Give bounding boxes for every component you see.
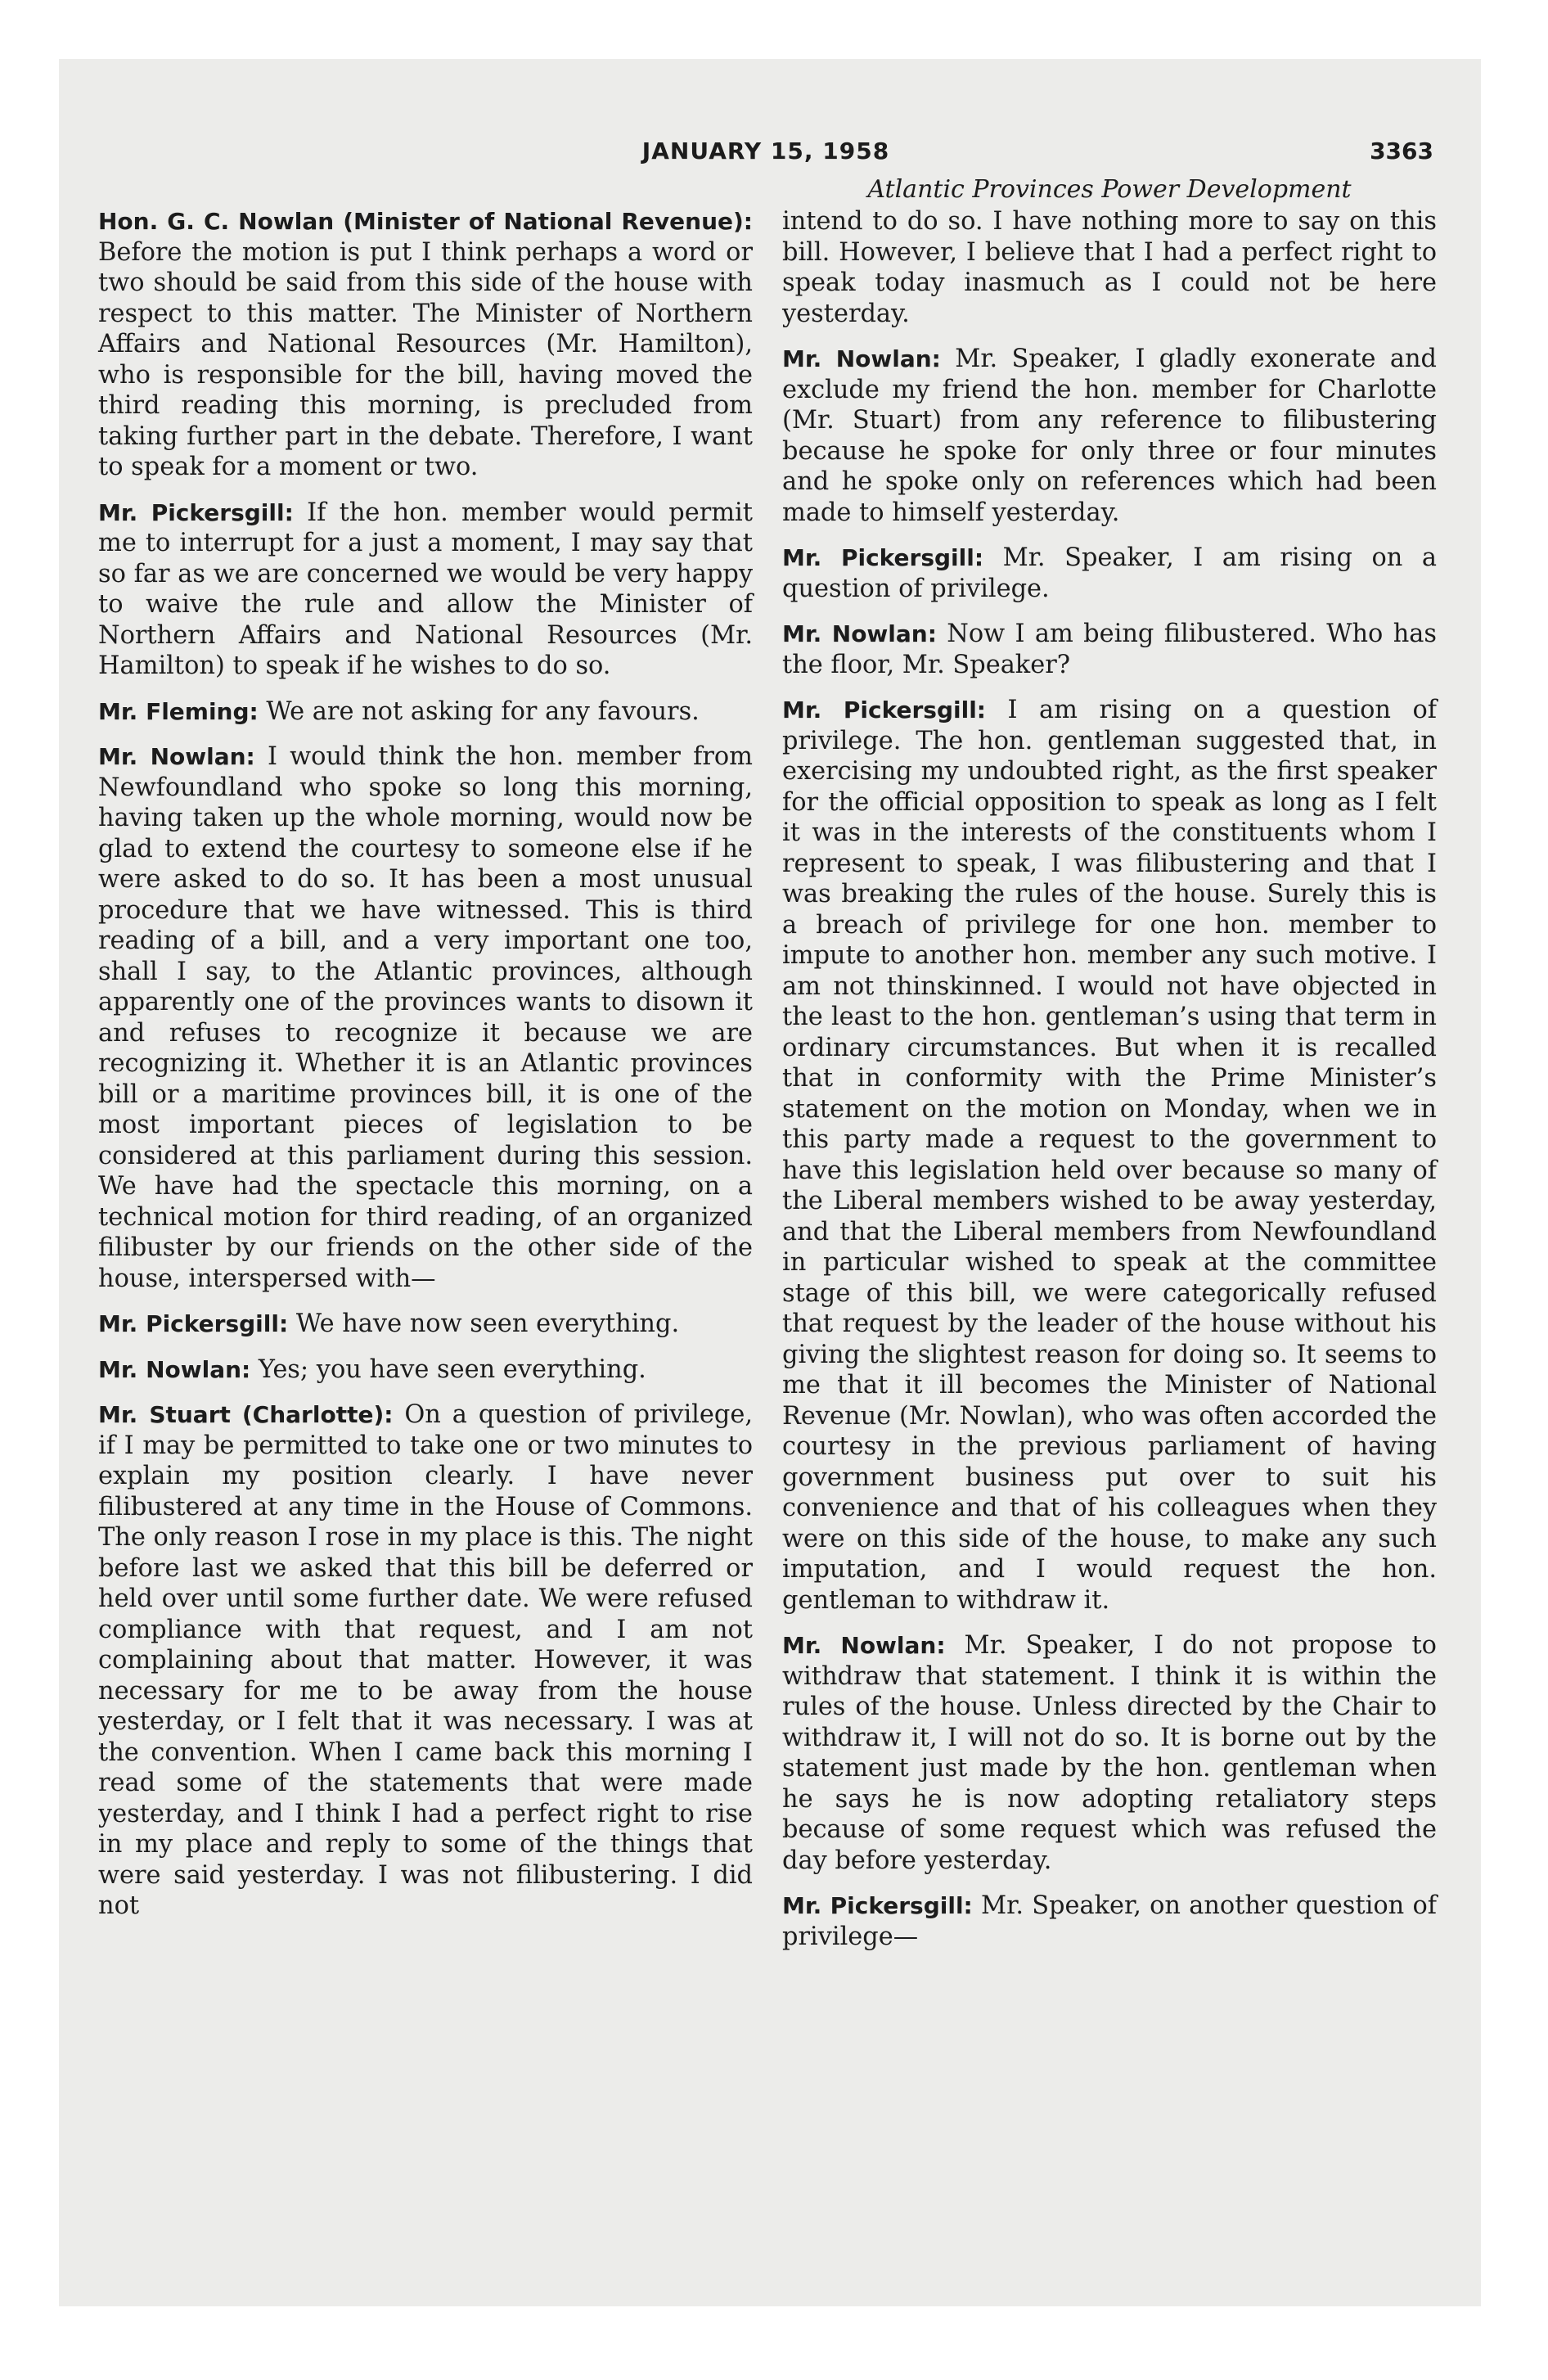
- header-date: JANUARY 15, 1958: [641, 137, 890, 165]
- paragraph: [782, 619, 1437, 680]
- speaker-name: Mr. Pickersgill:: [782, 696, 986, 723]
- speech-text: Mr. Speaker, I am rising on a question of privilege.: [782, 543, 1438, 603]
- speech-text: I am rising on a question of privilege. The hon. gentleman suggested that, in exercising my undoubted right, as the first speaker for the official opposition to speak as long as I felt it was in the interests of the constituents whom I represent to speak, I was filibustering and that I was breaking the rules of the house. Surely this is a breach of privilege for one hon. member to impute to another hon. member any such motive. I am not thinskinned. I would not have objected in the least to the hon. gentleman’s using that term in ordinary circumstances. But when it is recalled that in conformity with the Prime Minister’s statement on the motion on Monday, when we in this party made a request to the government to have this legislation held over because so many of the Liberal members wished to be away yesterday, and that the Liberal members from Newfoundland in particular wished to speak at the committee stage of this bill, we were categorically refused that request by the leader of the house without his giving the slightest reason for doing so. It seems to me that it ill becomes the Minister of National Revenue (Mr. Nowlan), who was often accorded the courtesy in the previous parliament of having government business put over to suit his convenience and that of his colleagues when they were on this side of the house, to make any such imputation, and I would request the hon. gentleman to withdraw it.: [782, 696, 1438, 1615]
- speaker-name: Mr. Nowlan:: [782, 620, 937, 647]
- speech-text: Before the motion is put I think perhaps a word or two should be said from this side of the house with respect to this matter. The Minister of Northern Affairs and National Resources (Mr. Hamilton), who is responsible for the bill, having moved the third reading this morning, is precluded from taking further part in the debate. Therefore, I want to speak for a moment or two.: [98, 237, 753, 481]
- page-number: 3363: [1370, 137, 1433, 165]
- speaker-name: Mr. Nowlan:: [98, 743, 255, 770]
- speaker-name: Mr. Pickersgill:: [782, 544, 984, 571]
- paragraph: [98, 696, 753, 728]
- paragraph: [98, 741, 753, 1294]
- paragraph: [98, 1309, 753, 1340]
- speaker-name: Mr. Pickersgill:: [782, 1892, 973, 1919]
- speaker-name: Mr. Pickersgill:: [98, 1310, 289, 1337]
- left-column: [98, 206, 753, 1936]
- speaker-name: Mr. Nowlan:: [98, 1355, 251, 1383]
- paragraph: [782, 1891, 1437, 1952]
- speech-text: We are not asking for any favours.: [266, 696, 700, 726]
- paragraph: [782, 344, 1437, 528]
- speech-text: Yes; you have seen everything.: [258, 1355, 646, 1384]
- speaker-name: Mr. Nowlan:: [782, 1632, 946, 1659]
- paragraph: [782, 695, 1437, 1616]
- paragraph: [98, 206, 753, 483]
- page-header: [98, 137, 1433, 174]
- speaker-name: Hon. G. C. Nowlan (Minister of National Revenue):: [98, 208, 753, 235]
- speech-text: Mr. Speaker, I gladly exonerate and exclude my friend the hon. member for Charlotte (Mr. Stuart) from any reference to filibustering because he spoke for only three or four minutes and he spoke only on references which had been made to himself yesterday.: [782, 345, 1437, 527]
- speaker-name: Mr. Nowlan:: [782, 345, 941, 372]
- paragraph: [98, 1400, 753, 1922]
- speech-text: Mr. Speaker, on another question of privilege—: [782, 1891, 1437, 1951]
- speaker-name: Mr. Fleming:: [98, 697, 259, 725]
- speech-text: We have now seen everything.: [295, 1309, 680, 1338]
- speech-text: On a question of privilege, if I may be permitted to take one or two minutes to explain my position clearly. I have never filibustered at any time in the House of Commons. The only reason I rose in my place is this. The night before last we asked that this bill be deferred or held over until some further date. We were refused compliance with that request, and I am not complaining about that matter. However, it was necessary for me to be away from the house yesterday, or I felt that it was necessary. I was at the convention. When I came back this morning I read some of the statements that were made yesterday, and I think I had a perfect right to rise in my place and reply to some of the things that were said yesterday. I was not filibustering. I did not: [98, 1400, 753, 1920]
- speech-text: If the hon. member would permit me to interrupt for a just a moment, I may say that so far as we are concerned we would be very happy to waive the rule and allow the Minister of Northern Affairs and National Resources (Mr. Hamilton) to speak if he wishes to do so.: [98, 498, 753, 680]
- speaker-name: Mr. Pickersgill:: [98, 498, 294, 526]
- running-head: Atlantic Provinces Power Development: [867, 175, 1352, 204]
- speech-text: intend to do so. I have nothing more to say on this bill. However, I believe that I had a perfect right to speak today inasmuch as I could not be here yesterday.: [782, 207, 1437, 328]
- speech-text: I would think the hon. member from Newfoundland who spoke so long this morning, having taken up the whole morning, would now be glad to extend the courtesy to someone else if he were asked to do so. It has been a most unusual procedure that we have witnessed. This is third reading of a bill, and a very important one too, shall I say, to the Atlantic provinces, although apparently one of the provinces wants to disown it and refuses to recognize it because we are recognizing it. Whether it is an Atlantic provinces bill or a maritime provinces bill, it is one of the most important pieces of legislation to be considered at this parliament during this session. We have had the spectacle this morning, on a technical motion for third reading, of an organized filibuster by our friends on the other side of the house, interspersed with—: [98, 742, 754, 1293]
- speech-text: Now I am being filibustered. Who has the floor, Mr. Speaker?: [782, 620, 1437, 679]
- paragraph: [782, 543, 1437, 604]
- speech-text: Mr. Speaker, I do not propose to withdraw that statement. I think it is within the rules of the house. Unless directed by the Chair to withdraw it, I will not do so. It is borne out by the statement just made by the hon. gentleman when he says he is now adopting retaliatory steps because of some request which was refused the day before yesterday.: [782, 1631, 1437, 1875]
- speaker-name: Mr. Stuart (Charlotte):: [98, 1401, 394, 1428]
- paragraph: [98, 498, 753, 682]
- paragraph: [98, 1355, 753, 1386]
- right-column: [782, 174, 1437, 1967]
- paragraph: [782, 1630, 1437, 1876]
- paragraph-continued: [782, 206, 1437, 329]
